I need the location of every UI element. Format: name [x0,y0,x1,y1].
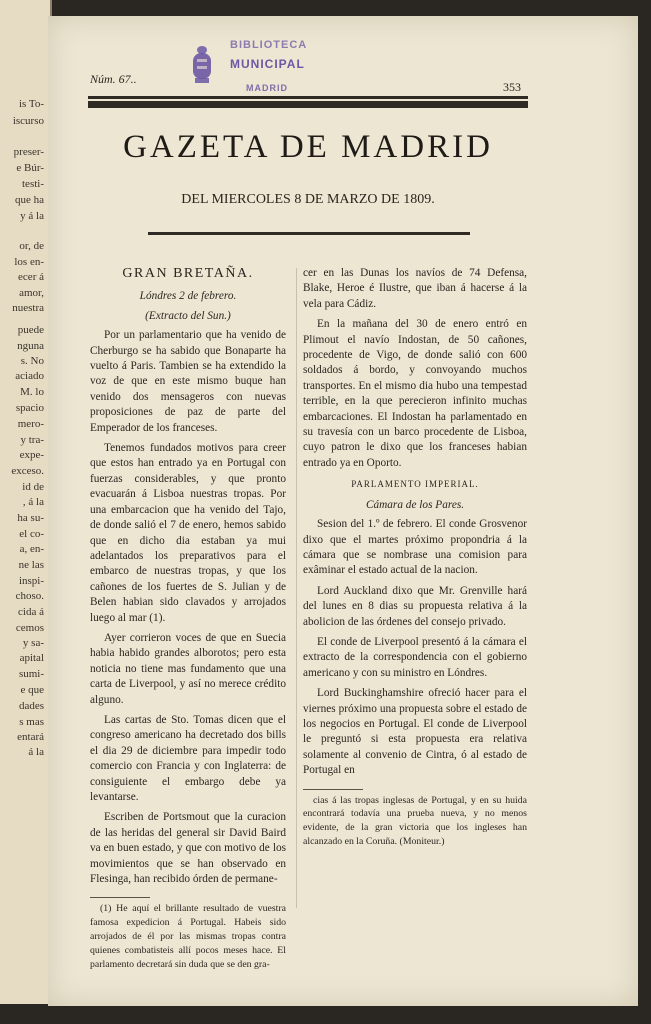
article-paragraph: Las cartas de Sto. Tomas dicen que el congreso americano ha decretado dos bills el dia 29 de diciembre para impedir todo comercio con Francia y con Inglaterra: de consiguiente el embargo debe ya levantarse. [90,713,286,803]
article-paragraph: Lord Auckland dixo que Mr. Grenville hará del lunes en 8 dias su propuesta relativa á la abolicion de las órdenes del consejo privado. [303,584,527,628]
header-rule [88,96,528,108]
dateline-rule [148,232,470,235]
facing-page-fragment: exceso. [11,465,44,477]
facing-page-edge [0,0,52,1004]
article-paragraph: Por un parlamentario que ha venido de Cherburgo se ha sabido que Bonaparte ha vuelto á Paris. Tambien se ha extendido la voz de que en este mismo buque han venido dos mensageros con nuevas proposiciones de paz de parte del Emperador de los franceses. [90,329,286,434]
stamp-text-line1: BIBLIOTECA [230,39,308,51]
facing-page-fragment: spacio [15,402,44,414]
facing-page-fragment: s. No [20,355,44,367]
section-title-gran-bretana: GRAN BRETAÑA. [122,266,254,281]
footnote-continued: cias á las tropas inglesas de Portugal, y en su huida encontrará todavía una prueba nueva, y no menos evidente, de la gran victoria que los ingleses han alcanzado en la Coruña. (Moniteur.) [303,794,527,847]
facing-page-fragment: iscurso [12,115,44,127]
article-paragraph: En la mañana del 30 de enero entró en Plimout el navío Indostan, de 50 cañones, procedente de Vigo, de donde salió con 600 soldados á bordo, y convoyando muchos transportes. En el mismo dia hubo una tempestad terrible, en la que perecieron infinito muchas embarcaciones. El Indostan ha parlamentado en su travesía con un barco procedente de Lisboa, cuyo patron le dixo que los franceses habian entrado ya en Oporto. [303,318,527,469]
article-paragraph: Lord Buckinghamshire ofreció hacer para el viernes próximo una propuesta sobre el estado de los negocios en Portugal. El conde de Liverpool le preguntó si esta propuesta era relativa solamente al convenio de Cintra, ó al estado de Portugal en [303,687,527,777]
page-number: 353 [503,80,521,94]
facing-page-fragment: ha su- [17,512,44,524]
facing-page-fragment: puede [17,324,44,336]
article-paragraph: Ayer corrieron voces de que en Suecia habia habido grandes alborotos; pero esta noticia no tiene mas fundamento que una carta de Liverpool, y así no merece crédito alguno. [90,631,286,706]
facing-page-fragment: ne las [18,559,44,571]
facing-page-fragment: preser- [13,146,44,158]
footnote-rule [90,897,150,898]
facing-page-fragment: M. lo [20,386,44,398]
facing-page-fragment: inspi- [18,575,44,587]
footnote-rule [303,789,363,790]
issue-dateline: DEL MIERCOLES 8 DE MARZO DE 1809. [181,192,435,207]
newspaper-page [48,16,638,1006]
column-divider [296,268,297,908]
facing-page-fragment: dades [18,700,44,712]
facing-page-fragment: sumi- [18,668,44,680]
facing-page-fragment: y á la [20,210,44,222]
facing-page-fragment: amor, [19,287,44,299]
facing-page-fragment: aciado [15,370,44,382]
footnote: (1) He aquí el brillante resultado de vuestra famosa expedicion á Portugal. Habeis sido arrojados de él por las mismas tropas contra quienes combatisteis allí pocos meses hace. El parlamento decretará sin duda que se den gra- [90,903,286,970]
facing-page-fragment: s mas [19,716,44,728]
facing-page-fragment: y tra- [20,434,44,446]
article-paragraph: Escriben de Portsmout que la curacion de las heridas del general sir David Baird va en buen estado, y que con motivo de los movimientos que se han observado en Flesinga, han recibido órden de permane- [90,811,286,886]
header-rule-inner [88,99,528,101]
facing-page-fragment: or, de [19,240,44,252]
article-paragraph: Tenemos fundados motivos para creer que estos han entrado ya en Portugal con fuerzas considerables, y que pronto evacuarán á Lisboa nuestras tropas. Por una embarcacion que ha venido del Tajo, de donde salió el 7 de enero, hemos sabido que en dicho dia estaban ya mui adelantados los preparativos para el embarco de nuestras tropas, y que los cañones de los fuertes de S. Julian y de Belen habian sido clavados y arrojados luego al mar (1). [90,442,286,624]
article-paragraph-continued: cer en las Dunas los navíos de 74 Defensa, Blake, Heroe é Ilustre, que iban á hacerse á la vela para Cádiz. [303,267,527,310]
facing-page-fragment: el co- [19,528,44,540]
facing-page-fragment: los en- [14,256,44,268]
article-paragraph: Sesion del 1.º de febrero. El conde Grosvenor dixo que el martes próximo propondria á la cámara que se nombrase una comision para exâminar el estado actual de la nacion. [303,518,527,577]
left-column [90,266,286,971]
facing-page-fragment: testi- [22,178,44,190]
section-subheading: Cámara de los Pares. [365,498,465,511]
facing-page-fragment: ecer á [18,271,44,283]
masthead-title: GAZETA DE MADRID [123,129,493,165]
article-paragraph: El conde de Liverpool presentó á la cámara el extracto de la correspondencia con el gobierno americano y con su ministro en Lóndres. [303,635,527,679]
facing-page-fragment: , á la [22,496,44,508]
facing-page-fragment: cida á [18,606,44,618]
facing-page-fragment: nuestra [12,302,44,314]
facing-page-fragment: id de [22,481,44,493]
stamp-text-line3: MADRID [246,83,288,93]
right-column [303,266,527,849]
facing-page-fragment: y sa- [22,637,44,649]
section-heading-parlamento: PARLAMENTO IMPERIAL. [351,479,479,490]
stamp-text-line2: MUNICIPAL [230,57,305,71]
library-seal-icon [188,44,216,86]
facing-page-fragment: que ha [14,194,44,206]
issue-number: Núm. 67.. [90,72,137,86]
article-dateline: Lóndres 2 de febrero. [139,290,237,303]
facing-page-fragment: e que [20,684,44,696]
facing-page-fragment: nguna [17,340,44,352]
facing-page-fragment: á la [28,746,44,758]
facing-page-fragment: mero- [17,418,44,430]
facing-page-fragment: entará [17,731,44,743]
facing-page-fragment: cemos [15,622,44,634]
article-source: (Extracto del Sun.) [145,309,231,322]
facing-page-fragment: a, en- [19,543,44,555]
facing-page-fragment: is To- [18,98,44,110]
facing-page-fragment: e Búr- [16,162,44,174]
facing-page-fragment: apital [19,652,44,664]
facing-page-fragment: expe- [19,449,44,461]
facing-page-fragment: choso. [15,590,44,602]
